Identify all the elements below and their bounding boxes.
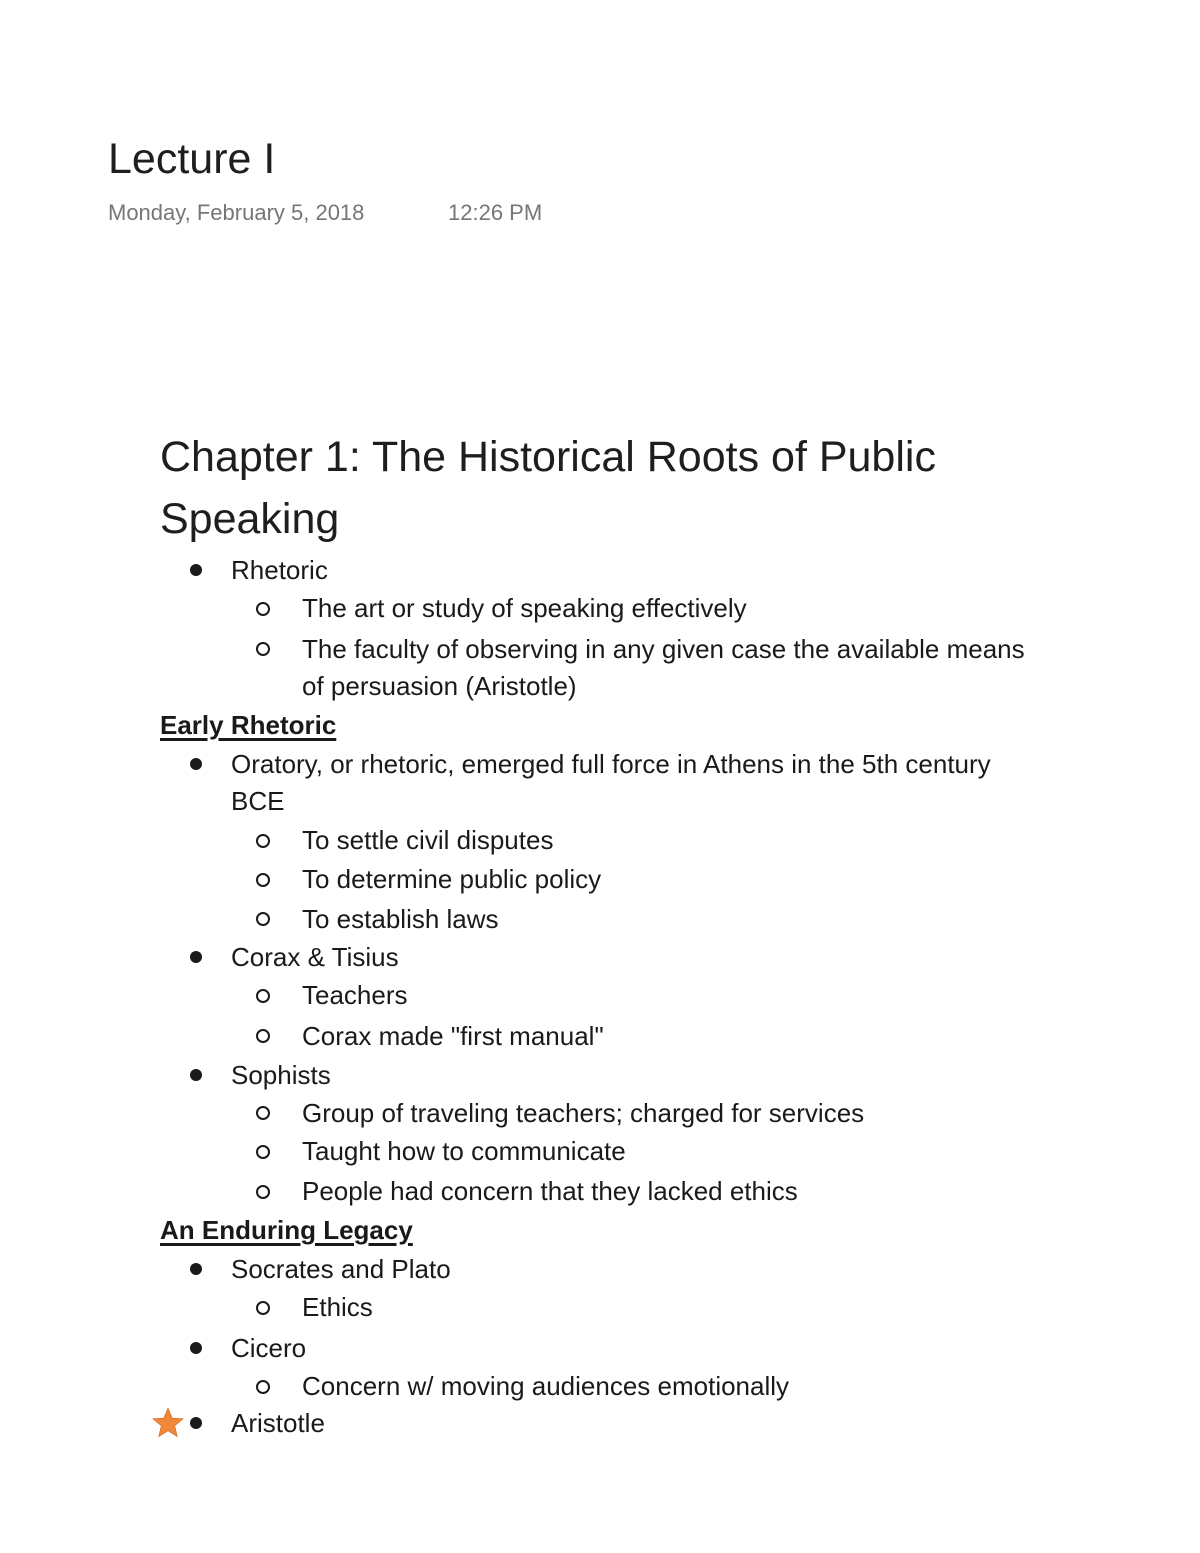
list-item-aristotle: Aristotle bbox=[231, 1408, 325, 1438]
page-title: Lecture I bbox=[108, 135, 276, 183]
sub-bullet-icon bbox=[256, 642, 270, 656]
sub-bullet-icon bbox=[256, 1380, 270, 1394]
sub-bullet-icon bbox=[256, 912, 270, 926]
star-icon bbox=[151, 1406, 185, 1440]
bullet-icon bbox=[190, 1069, 202, 1081]
bullet-icon bbox=[190, 1342, 202, 1354]
sub-list-item: Teachers bbox=[302, 980, 408, 1010]
bullet-icon bbox=[190, 1417, 202, 1429]
sub-list-item: To settle civil disputes bbox=[302, 825, 554, 855]
sub-list-item: Ethics bbox=[302, 1292, 373, 1322]
sub-list-item-continued: of persuasion (Aristotle) bbox=[302, 671, 577, 701]
sub-list-item: People had concern that they lacked ethics bbox=[302, 1176, 798, 1206]
bullet-icon bbox=[190, 1263, 202, 1275]
sub-bullet-icon bbox=[256, 873, 270, 887]
sub-list-item: The art or study of speaking effectively bbox=[302, 593, 747, 623]
list-item-oratory-continued: BCE bbox=[231, 786, 285, 816]
note-time: 12:26 PM bbox=[448, 200, 543, 225]
list-item-cicero: Cicero bbox=[231, 1333, 307, 1363]
list-item-rhetoric: Rhetoric bbox=[231, 555, 328, 585]
sub-list-item: To establish laws bbox=[302, 904, 499, 934]
list-item-sophists: Sophists bbox=[231, 1060, 331, 1090]
sub-bullet-icon bbox=[256, 989, 270, 1003]
sub-bullet-icon bbox=[256, 602, 270, 616]
sub-bullet-icon bbox=[256, 1029, 270, 1043]
sub-list-item: Taught how to communicate bbox=[302, 1136, 626, 1166]
sub-bullet-icon bbox=[256, 834, 270, 848]
bullet-icon bbox=[190, 951, 202, 963]
list-item-oratory: Oratory, or rhetoric, emerged full force in Athens in the 5th century bbox=[231, 749, 991, 779]
bullet-icon bbox=[190, 758, 202, 770]
sub-list-item: The faculty of observing in any given case the available means bbox=[302, 634, 1025, 664]
sub-list-item: Group of traveling teachers; charged for services bbox=[302, 1098, 865, 1128]
chapter-title: Chapter 1: The Historical Roots of Public Speaking bbox=[160, 433, 936, 543]
list-item-corax: Corax & Tisius bbox=[231, 942, 399, 972]
sub-bullet-icon bbox=[256, 1301, 270, 1315]
list-item-socrates: Socrates and Plato bbox=[231, 1254, 451, 1284]
sub-bullet-icon bbox=[256, 1106, 270, 1120]
sub-list-item: Concern w/ moving audiences emotionally bbox=[302, 1371, 790, 1401]
bullet-icon bbox=[190, 564, 202, 576]
section-heading-enduring-legacy: An Enduring Legacy bbox=[160, 1215, 413, 1245]
section-heading-early-rhetoric: Early Rhetoric bbox=[160, 710, 337, 740]
sub-list-item: Corax made "first manual" bbox=[302, 1021, 604, 1051]
sub-list-item: To determine public policy bbox=[302, 864, 602, 894]
note-date: Monday, February 5, 2018 bbox=[108, 200, 365, 225]
sub-bullet-icon bbox=[256, 1145, 270, 1159]
sub-bullet-icon bbox=[256, 1185, 270, 1199]
